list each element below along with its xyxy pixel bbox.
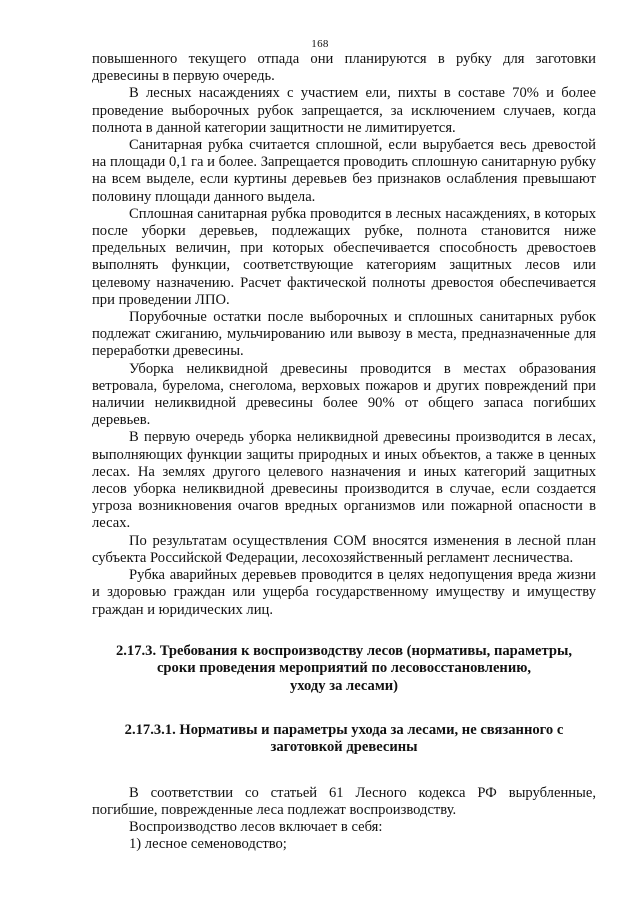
heading-line: заготовкой древесины: [270, 739, 418, 756]
paragraph: По результатам осуществления СОМ вносятся изменения в лесной план субъекта Российской Федерации, лесохозяйственный регламент лесничества.: [92, 532, 596, 566]
paragraph: Воспроизводство лесов включает в себя:: [129, 819, 383, 836]
paragraph: Порубочные остатки после выборочных и сплошных санитарных рубок подлежат сжиганию, мульчированию или вывозу в места, предназначенные для переработки древесины.: [92, 309, 596, 360]
document-body: [92, 51, 596, 854]
paragraph: Санитарная рубка считается сплошной, если вырубается весь древостой на площади 0,1 га и более. Запрещается проводить сплошную санитарную рубку на всем выделе, если куртины деревьев без признаков ослабления превышают половину площади данного выдела.: [92, 137, 596, 205]
section-heading-2-17-3-1: [92, 722, 596, 757]
paragraph: Сплошная санитарная рубка проводится в лесных насаждениях, в которых после уборки деревьев, подлежащих рубке, полнота становится ниже предельных величин, при которых обеспечивается способность древостоев выполнять функции, соответствующие категориям защитных лесов или целевому назначению. Расчет фактической полноты древостоя обеспечивается при проведении ЛПО.: [92, 205, 596, 308]
paragraph: Рубка аварийных деревьев проводится в целях недопущения вреда жизни и здоровью граждан или ущерба государственному имуществу и имуществу граждан и юридических лиц.: [92, 567, 596, 618]
paragraph: повышенного текущего отпада они планируются в рубку для заготовки древесины в первую очередь.: [92, 51, 596, 85]
paragraph: Уборка неликвидной древесины проводится в местах образования ветровала, бурелома, снеголома, верховых пожаров и других повреждений при наличии неликвидной древесины более 90% от общего запаса погибших деревьев.: [92, 360, 596, 429]
section-heading-2-17-3: [92, 643, 596, 695]
paragraph: В лесных насаждениях с участием ели, пихты в составе 70% и более проведение выборочных рубок запрещается, за исключением случаев, когда полнота в данной категории защитности не лимитируется.: [92, 85, 596, 136]
heading-line: 2.17.3.1. Нормативы и параметры ухода за лесами, не связанного с: [124, 721, 564, 738]
paragraph: В соответствии со статьей 61 Лесного кодекса РФ вырубленные, погибшие, поврежденные леса подлежат воспроизводству.: [92, 784, 596, 818]
heading-line: 2.17.3. Требования к воспроизводству лесов (нормативы, параметры,: [115, 642, 573, 659]
paragraph: В первую очередь уборка неликвидной древесины производится в лесах, выполняющих функции защиты природных и иных объектов, а также в ценных лесах. На землях другого целевого назначения и иных категорий защитных лесов уборка неликвидной древесины производится в случае, если создается угроза возникновения очагов вредных организмов или пожарной опасности в лесах.: [92, 429, 596, 532]
page-number: 168: [311, 38, 329, 50]
list-item: 1) лесное семеноводство;: [129, 836, 287, 853]
heading-line: сроки проведения мероприятий по лесовосстановлению,: [156, 660, 532, 677]
heading-line: уходу за лесами): [289, 677, 399, 694]
